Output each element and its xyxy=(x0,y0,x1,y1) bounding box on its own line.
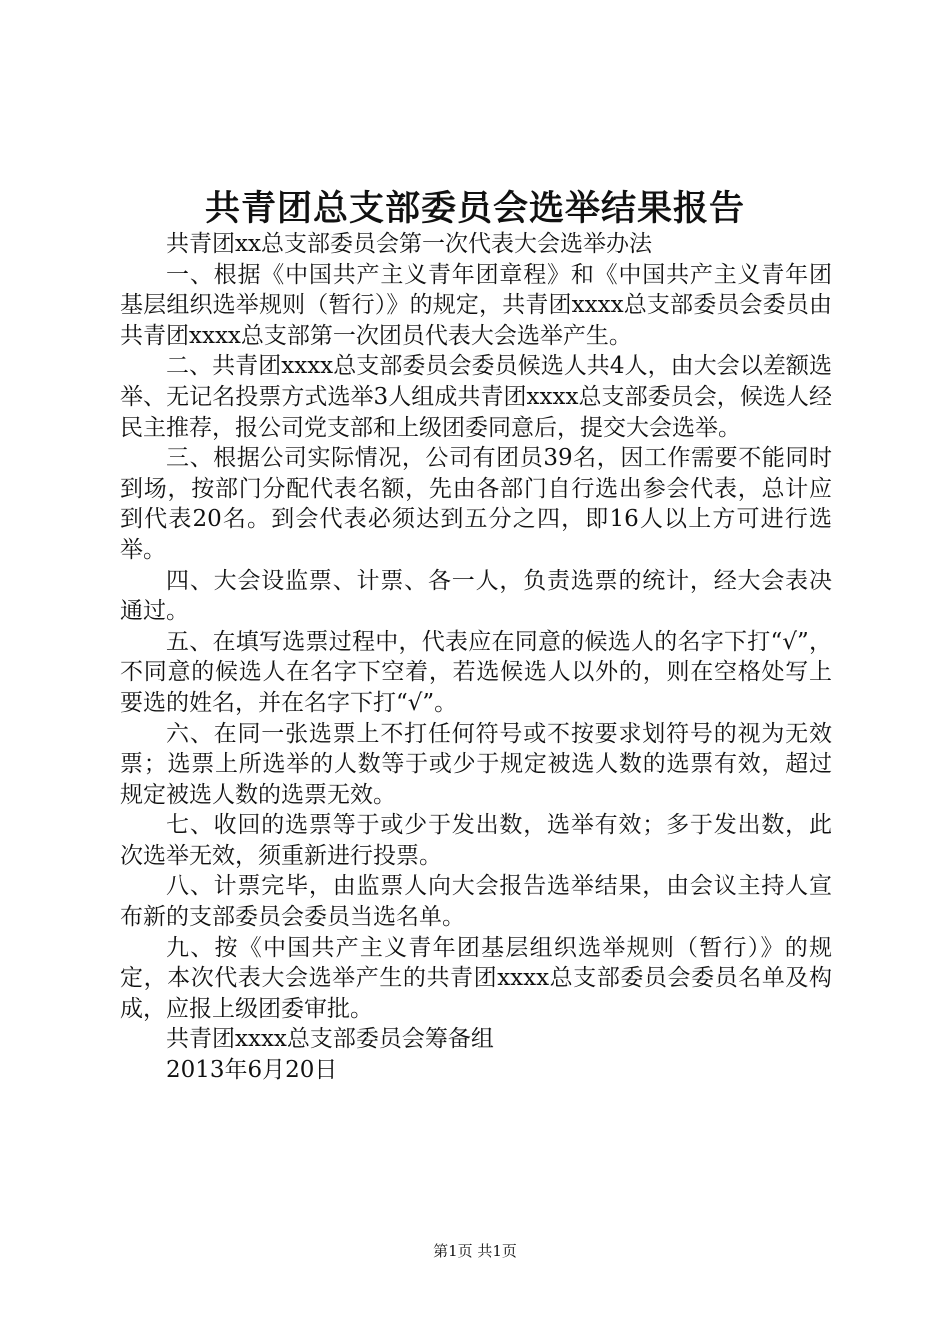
paragraph-1: 一、根据《中国共产主义青年团章程》和《中国共产主义青年团基层组织选举规则（暂行）》的规定，共青团xxxx总支部委员会委员由共青团xxxx总支部第一次团员代表大会选举产生。 xyxy=(120,261,832,349)
paragraph-8: 八、计票完毕，由监票人向大会报告选举结果，由会议主持人宣布新的支部委员会委员当选名单。 xyxy=(120,873,832,931)
paragraph-4: 四、大会设监票、计票、各一人，负责选票的统计，经大会表决通过。 xyxy=(120,567,832,625)
paragraph-7: 七、收回的选票等于或少于发出数，选举有效；多于发出数，此次选举无效，须重新进行投票。 xyxy=(120,812,832,869)
paragraph-5: 五、在填写选票过程中，代表应在同意的候选人的名字下打“√”，不同意的候选人在名字下空着，若选候选人以外的，则在空格处写上要选的姓名，并在名字下打“√”。 xyxy=(120,628,832,716)
paragraph-3: 三、根据公司实际情况，公司有团员39名，因工作需要不能同时到场，按部门分配代表名额，先由各部门自行选出参会代表，总计应到代表20名。到会代表必须达到五分之四，即16人以上方可进行选举。 xyxy=(120,445,832,563)
document-body xyxy=(120,229,832,1086)
signature-line: 共青团xxxx总支部委员会筹备组 xyxy=(166,1026,494,1053)
paragraph-9: 九、按《中国共产主义青年团基层组织选举规则（暂行）》的规定，本次代表大会选举产生的共青团xxxx总支部委员会委员名单及构成，应报上级团委审批。 xyxy=(120,934,832,1022)
page-number-footer: 第1页 共1页 xyxy=(433,1242,517,1260)
paragraph-6: 六、在同一张选票上不打任何符号或不按要求划符号的视为无效票；选票上所选举的人数等于或少于规定被选人数的选票有效，超过规定被选人数的选票无效。 xyxy=(120,720,832,808)
document-title: 共青团总支部委员会选举结果报告 xyxy=(204,188,745,229)
paragraph-2: 二、共青团xxxx总支部委员会委员候选人共4人，由大会以差额选举、无记名投票方式选举3人组成共青团xxxx总支部委员会，候选人经民主推荐，报公司党支部和上级团委同意后，提交大会选举。 xyxy=(120,353,832,441)
paragraph-subtitle: 共青团xx总支部委员会第一次代表大会选举办法 xyxy=(166,231,652,257)
date-line: 2013年6月20日 xyxy=(166,1057,338,1084)
